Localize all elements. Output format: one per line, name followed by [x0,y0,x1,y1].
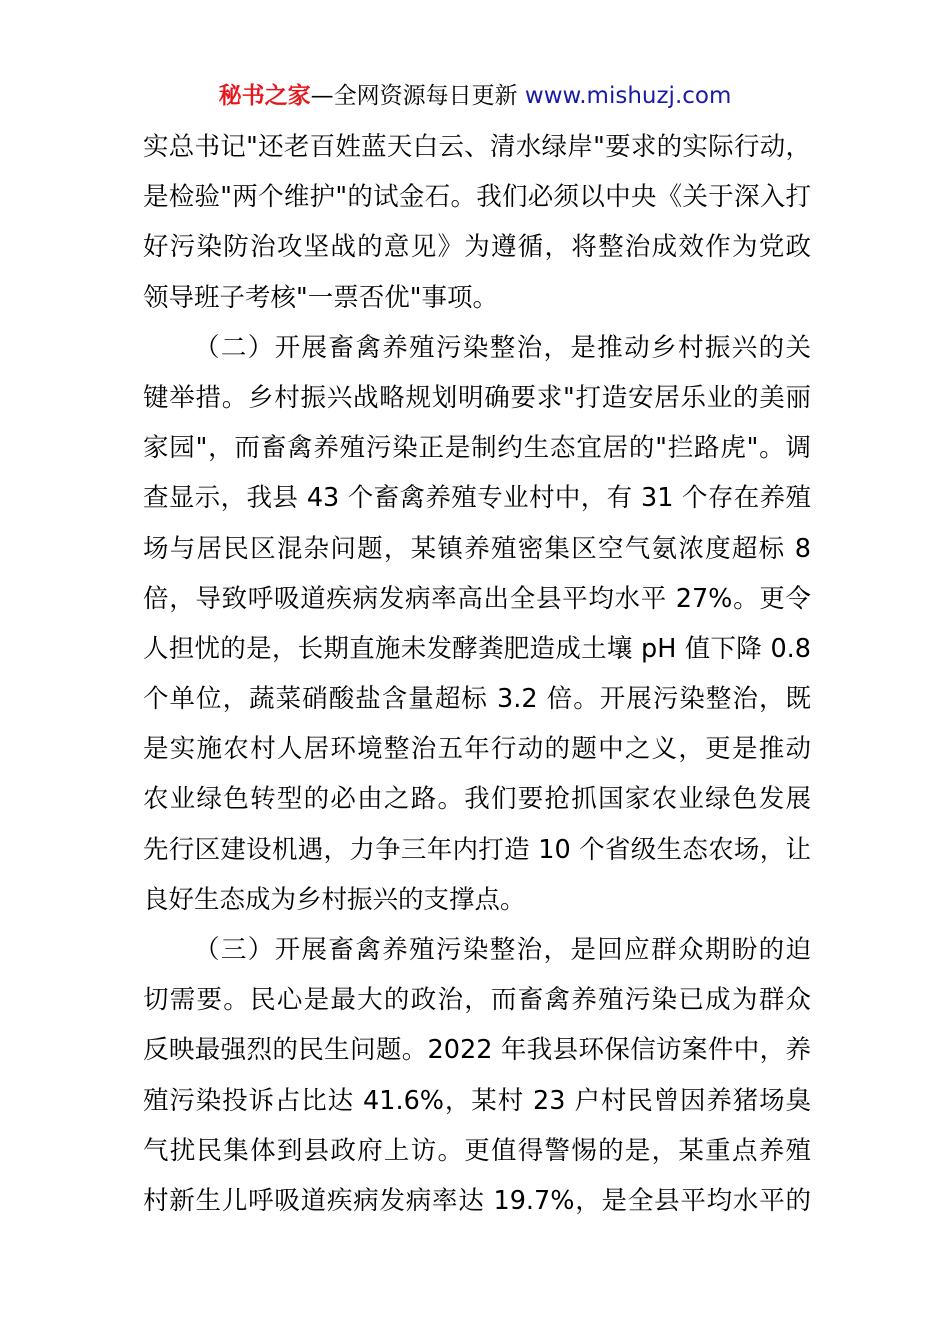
text-line: 殖污染投诉占比达 41.6%，某村 23 户村民曾因养猪场臭 [143,1085,811,1116]
text-line: 个单位，蔬菜硝酸盐含量超标 3.2 倍。开展污染整治，既 [143,684,811,715]
text-line: 是实施农村人居环境整治五年行动的题中之义，更是推动 [143,734,811,765]
text-line: 实总书记"还老百姓蓝天白云、清水绿岸"要求的实际行动， [143,132,811,162]
text-line: 查显示，我县 43 个畜禽养殖专业村中，有 31 个存在养殖 [143,483,811,514]
text-line: 人担忧的是，长期直施未发酵粪肥造成土壤 pH 值下降 0.8 [143,633,811,664]
section-heading-line: （三）开展畜禽养殖污染整治，是回应群众期盼的迫 [194,935,811,965]
text-line: 家园"，而畜禽养殖污染正是制约生态宜居的"拦路虎"。调 [143,433,811,464]
text-line: 场与居民区混杂问题，某镇养殖密集区空气氨浓度超标 8 [143,533,811,564]
text-line: 先行区建设机遇，力争三年内打造 10 个省级生态农场，让 [143,834,811,865]
section-heading-line: （二）开展畜禽养殖污染整治，是推动乡村振兴的关 [194,332,811,363]
text-line: 气扰民集体到县政府上访。更值得警惕的是，某重点养殖 [143,1135,811,1166]
website-link[interactable]: www.mishuzj.com [517,83,732,109]
text-line: 键举措。乡村振兴战略规划明确要求"打造安居乐业的美丽 [143,382,811,413]
text-line: 领导班子考核"一票否优"事项。 [143,282,498,313]
text-line: 反映最强烈的民生问题。2022 年我县环保信访案件中，养 [143,1035,811,1066]
document-body [143,122,811,1226]
text-line: 是检验"两个维护"的试金石。我们必须以中央《关于深入打 [143,182,811,213]
header-slogan: —全网资源每日更新 [310,83,518,109]
text-line: 倍，导致呼吸道疾病发病率高出全县平均水平 27%。更令 [143,583,811,614]
brand-name: 秘书之家 [218,83,311,109]
text-line: 村新生儿呼吸道疾病发病率达 19.7%，是全县平均水平的 [143,1185,811,1216]
text-line: 切需要。民心是最大的政治，而畜禽养殖污染已成为群众 [143,985,811,1016]
text-line: 农业绿色转型的必由之路。我们要抢抓国家农业绿色发展 [143,784,811,815]
text-line: 良好生态成为乡村振兴的支撑点。 [143,884,526,915]
text-line: 好污染防治攻坚战的意见》为遵循，将整治成效作为党政 [143,232,811,263]
page-header [0,80,950,112]
